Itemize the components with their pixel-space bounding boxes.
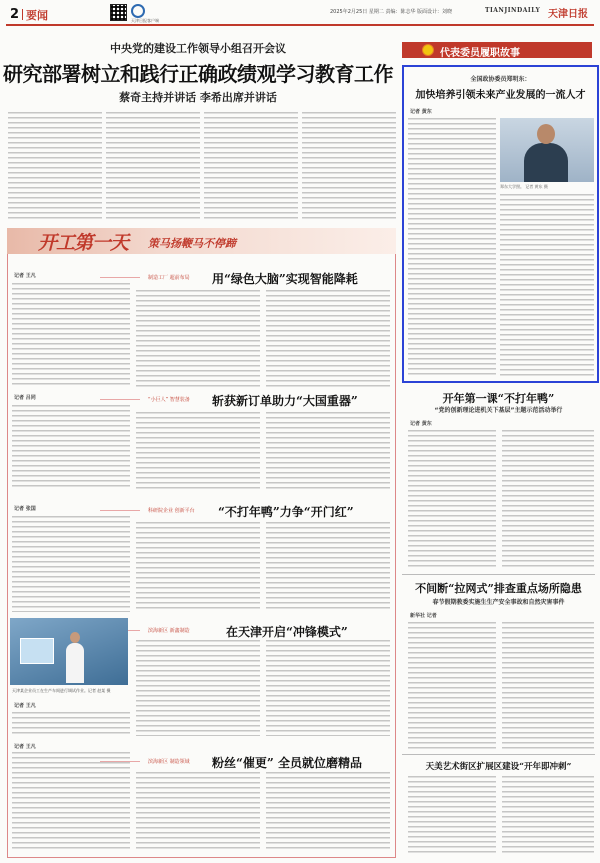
story-byline: 记者 王凡 xyxy=(14,703,36,709)
lead-body-col-1 xyxy=(8,112,102,222)
lead-subhead: 蔡奇主持并讲话 李希出席并讲话 xyxy=(119,91,277,104)
story-tag: “小巨人” 智慧装备 xyxy=(148,397,190,403)
right-story4-body-1 xyxy=(408,776,496,856)
right-story4-body-2 xyxy=(502,776,594,856)
story-title: “不打年鸭”力争“开门红” xyxy=(218,505,354,519)
story-body xyxy=(136,412,260,492)
story-body xyxy=(266,772,390,852)
right-story-body-2 xyxy=(500,194,594,376)
right-story3-body-2 xyxy=(502,622,594,750)
lead-headline: 研究部署树立和践行正确政绩观学习教育工作 xyxy=(3,62,393,86)
story-body xyxy=(136,522,260,612)
right-story2-byline: 记者 黄东 xyxy=(410,421,432,427)
section-name: 要闻 xyxy=(26,9,48,22)
story-title: 斩获新订单助力“大国重器” xyxy=(212,394,358,408)
right-story3-body-1 xyxy=(408,622,496,750)
header-rule xyxy=(6,24,594,26)
story-body xyxy=(12,516,130,612)
right-story2-subtitle: “党的创新理论进机关下基层”主题示范活动举行 xyxy=(434,407,563,414)
lead-body-col-2 xyxy=(106,112,200,222)
right-divider xyxy=(402,754,595,755)
right-story2-body-1 xyxy=(408,430,496,570)
right-story-kicker: 全国政协委员郑明东： xyxy=(470,76,531,83)
story-body xyxy=(12,712,130,736)
story-body xyxy=(136,290,260,387)
feature-banner-subtitle: 策马扬鞭马不停蹄 xyxy=(148,237,236,250)
story-body xyxy=(266,290,390,387)
story-title: 粉丝“催更” 全员就位磨精品 xyxy=(212,756,362,770)
story-title: 用“绿色大脑”实现智能降耗 xyxy=(212,272,358,286)
lead-body-col-3 xyxy=(204,112,298,222)
feature-photo-caption: 天津某企业员工在生产车间进行调试作业。记者 赵某 摄 xyxy=(12,688,111,693)
story-title: 在天津开启“冲锋模式” xyxy=(226,625,348,639)
story-body xyxy=(266,522,390,612)
right-story3-title: 不间断“拉网式”排查重点场所隐患 xyxy=(415,582,582,595)
lead-body-col-4 xyxy=(302,112,396,222)
person-head xyxy=(537,124,555,144)
story-byline: 记者 吕同 xyxy=(14,395,36,401)
story-tag: 科研院企业 创新平台 xyxy=(148,508,195,514)
right-story-byline: 记者 黄东 xyxy=(410,109,432,115)
column-tag: 代表委员履职故事 xyxy=(440,48,520,59)
date-line: 2025年2月25日 星期二 责编：陈志华 版面设计：刘晓 xyxy=(330,9,453,15)
right-story4-title: 天美艺术街区扩展区建设“开年即冲刺” xyxy=(425,762,572,772)
client-logo-text: 天津日报客户端 xyxy=(131,18,159,23)
story-tag: 滨海新区 新鑫制造 xyxy=(148,628,190,634)
right-story2-title: 开年第一课“不打年鸭” xyxy=(442,392,555,405)
screen-shape xyxy=(20,638,54,664)
story-byline: 记者 王凡 xyxy=(14,273,36,279)
story-body xyxy=(12,752,130,852)
story-byline: 记者 张国 xyxy=(14,506,36,512)
lead-kicker: 中央党的建设工作领导小组召开会议 xyxy=(110,42,286,55)
story-body xyxy=(136,772,260,852)
story-tag: 制造工厂 超前布局 xyxy=(148,275,190,281)
emblem-icon xyxy=(422,44,434,56)
right-story2-body-2 xyxy=(502,430,594,570)
right-story3-subtitle: 春节假期教委实施生生产安全事故和自然灾害事件 xyxy=(432,599,565,606)
right-story-title: 加快培养引领未来产业发展的一流人才 xyxy=(415,90,586,101)
story-body xyxy=(136,640,260,736)
story-body xyxy=(12,283,130,387)
story-body xyxy=(266,640,390,736)
worker-head xyxy=(70,632,80,643)
feature-banner-title: 开工第一天 xyxy=(38,232,129,254)
factory-photo xyxy=(10,618,128,685)
story-rule xyxy=(100,399,140,400)
header-separator xyxy=(22,9,23,20)
page-number: 2 xyxy=(10,7,20,22)
photo-caption: 郑东大学照。 记者 黄东 摄 xyxy=(500,184,548,189)
story-tag: 滨海新区 制造领域 xyxy=(148,759,190,765)
person-body xyxy=(524,143,568,182)
right-divider xyxy=(402,574,595,575)
worker-body xyxy=(66,643,84,683)
right-story-body-1 xyxy=(408,118,496,376)
brand-logo: 天津日报 xyxy=(548,9,588,20)
story-byline: 记者 王凡 xyxy=(14,744,36,750)
right-story3-byline: 新华社 记者 xyxy=(410,613,437,619)
story-body xyxy=(266,412,390,492)
qr-code-icon xyxy=(110,4,127,21)
client-logo-icon xyxy=(131,4,145,18)
brand-english: TIANJINDAILY xyxy=(485,7,541,14)
story-body xyxy=(12,405,130,490)
story-rule xyxy=(100,277,140,278)
story-rule xyxy=(100,510,140,511)
